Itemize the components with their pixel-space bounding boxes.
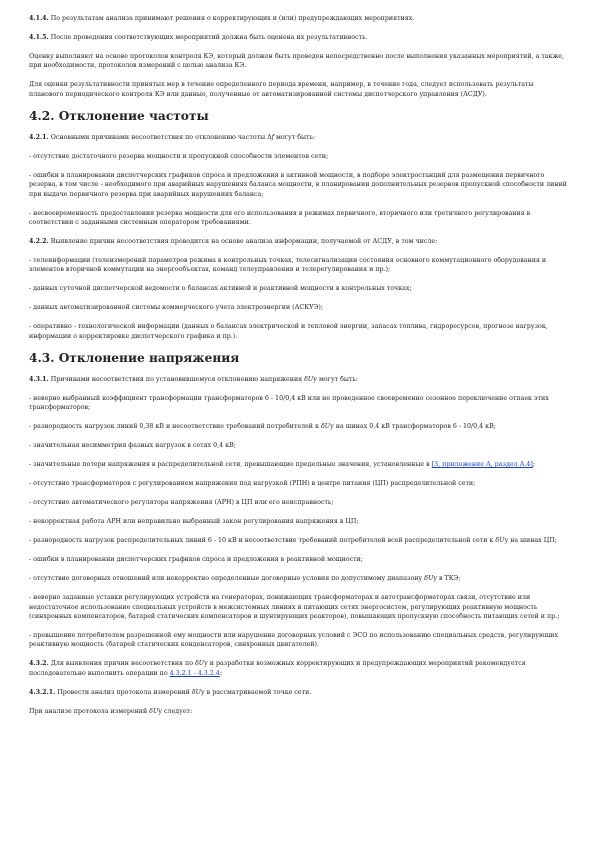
paragraph-effectiveness: Для оценки результативности принятых мер в течение определенного периода времени, например, в течение года, следует использовать результаты планового периодического контроля КЭ или данные, полученные от автоматизированной системы диспетчерского управления (АСДУ). [29, 81, 534, 98]
list-item: - некорректная работа АРН или неправильно выбранный закон регулирования напряжения в ЦП; [29, 518, 359, 526]
clause-text: Провести анализ протокола измерений [57, 688, 192, 696]
clause-number: 4.1.4. [29, 15, 49, 22]
list-item: - данных суточной диспетчерской ведомости о балансах активной и реактивной мощности в контрольных точках; [29, 285, 412, 293]
clause-number: 4.1.5. [29, 34, 49, 41]
variable: δU [194, 660, 205, 668]
clause-number: 4.3.2. [29, 660, 49, 668]
clause-4-3-1 [29, 375, 567, 384]
list-item [29, 422, 567, 431]
clause-number: 4.3.1. [29, 375, 49, 383]
variable: δU [424, 575, 434, 583]
item-text: у в ТКЭ; [433, 575, 461, 583]
list-item [29, 574, 567, 583]
clause-4-3-2 [29, 659, 567, 678]
clause-text: По результатам анализа принимают решения о корректирующих и (или) предупреждающих мероприятиях. [50, 15, 415, 22]
variable: δU [191, 688, 201, 696]
clause-text: : [219, 669, 222, 677]
section-heading-4-3: 4.3. Отклонение напряжения [29, 350, 240, 365]
variable: δU [320, 423, 331, 431]
clause-text: у в рассматриваемой точке сети. [200, 688, 312, 696]
list-item: - ошибки в планировании диспетчерских графиков спроса и предложения в активной мощности, в подборе электростанций для размещения первичного резерва, в том числе - необходимого при аварийных нарушениях баланса мощности, в планировании дополнительных резервов пропускной способности линий при выдаче первичного резерва при аварийных нарушениях баланса; [29, 171, 567, 198]
clause-4-1-5 [29, 33, 567, 42]
clause-text: После проведения соответствующих мероприятий должна быть оценена их результативность. [50, 34, 368, 41]
list-item: - отсутствие достаточного резерва мощности и пропускной способности элементов сети; [29, 152, 329, 160]
clause-4-1-4 [29, 14, 567, 23]
clause-text: могут быть: [274, 133, 316, 141]
reference-link-4-3-2[interactable]: 4.3.2.1 - 4.3.2.4 [169, 669, 220, 677]
clause-text: Основными причинами несоответствия по отклонению частоты Δ [50, 133, 272, 141]
list-item [29, 460, 567, 469]
clause-text: Причинами несоответствия по установившемуся отклонению напряжения [50, 375, 305, 383]
item-text: - значительные потери напряжения в распределительной сети, превышающие предельные значения, установленные в [29, 461, 432, 469]
item-text: ; [532, 461, 535, 469]
clause-text: у и разработки возможных корректирующих и предупреждающих мероприятий рекомендуется последовательно выполнить операции по [29, 660, 526, 677]
clause-4-2-1 [29, 133, 567, 142]
list-item: - неверно заданные уставки регулирующих устройств на генераторах, понижающих трансформаторах и автотрансформаторах связи, отсутствие или недостаточное использование специальных устройств в межсистемных линиях и питающих сетях энергосистем, регулирующих реактивную мощность (синхронных компенсаторов, батарей статических компенсаторов и шунтирующих реакторов), повышающих пропускную способность питающих сетей и пр.; [29, 594, 560, 621]
variable: f [271, 133, 275, 141]
list-item [29, 536, 567, 545]
paragraph-text: у следует: [158, 707, 193, 715]
list-item: - отсутствие автоматического регулятора напряжения (АРН) в ЦП или его неисправность; [29, 499, 334, 507]
clause-number: 4.2.2. [29, 238, 49, 246]
item-text: у на шинах 0,4 кВ трансформаторов 6 - 10/0,4 кВ; [330, 423, 496, 431]
paragraph-evaluation: Оценку выполняют на основе протоколов контроля КЭ, который должен быть проведен непосредственно после выполнения указанных мероприятий, а также, при необходимости, протоколов измерений с целью анализа КЭ. [29, 53, 565, 70]
clause-text: Выявление причин несоответствия проводится на основе анализа информации, получаемой от АСДУ, в том числе: [50, 238, 438, 246]
reference-link-annex-a4[interactable]: [3, приложение А, раздел А.4] [431, 461, 533, 469]
list-item: - ошибки в планировании диспетчерских графиков спроса и предложения в реактивной мощности; [29, 556, 363, 564]
list-item: - данных автоматизированной системы коммерческого учета электроэнергии (АСКУЭ); [29, 304, 324, 312]
variable: δU [149, 707, 159, 715]
paragraph-text: При анализе протокола измерений [29, 707, 150, 715]
list-item: - несвоевременность предоставления резерва мощности для его использования в режимах первичного, вторичного или третичного регулирования в соответствии с заданными системным оператором требованиями. [29, 209, 531, 227]
clause-4-3-2-1 [29, 688, 567, 697]
list-item: - оперативно - технологической информации (данных о балансах электрической и тепловой энергии, запасах топлива, гидроресурсов, прогнозе нагрузок, информации о корректировке диспетчерского графика и пр.). [29, 323, 548, 340]
list-item: - телеинформации (телеизмерений параметров режима в контрольных точках, телесигнализации состояния основного коммутационного оборудования и элементов вторичной коммутации на энергообъектах, команд телеуправления и телерегулирования и пр.); [29, 257, 547, 274]
item-text: - отсутствие договорных отношений или некорректно определенные договорные условия по допустимому диапазону [29, 575, 425, 583]
document-page [29, 14, 567, 726]
clause-4-2-2 [29, 237, 567, 246]
variable: δU [495, 537, 505, 545]
section-heading-4-2: 4.2. Отклонение частоты [29, 108, 209, 123]
clause-text: у могут быть: [313, 375, 358, 383]
clause-text: Для выявления причин несоответствия по [50, 660, 195, 668]
list-item: - отсутствие трансформаторов с регулированием напряжения под нагрузкой (РПН) в центре питания (ЦП) распределительной сети; [29, 480, 476, 488]
item-text: - разнородность нагрузок линий 0,38 кВ и несоответствие требований потребителей к [29, 423, 321, 431]
list-item: - неверно выбранный коэффициент трансформации трансформаторов 6 - 10/0,4 кВ или не проведенное своевременно сезонное переключение отпаек этих трансформаторов; [29, 394, 549, 412]
list-item: - превышение потребителем разрешенной ему мощности или нарушение договорных условий с ЭСО по использованию специальных средств, регулирующих реактивную мощность (батарей статических конденсаторов, синхронных двигателей). [29, 632, 559, 649]
list-item: - значительная несимметрия фазных нагрузок в сетях 0,4 кВ; [29, 442, 236, 450]
clause-number: 4.2.1. [29, 133, 49, 141]
item-text: у на шинах ЦП; [504, 537, 557, 545]
clause-number: 4.3.2.1. [29, 688, 56, 696]
paragraph-analysis [29, 707, 567, 716]
item-text: - разнородность нагрузок распределительных линий 6 - 10 кВ и несоответствие требований потребителей всей распределительной сети к [29, 537, 496, 545]
variable: δU [304, 375, 314, 383]
